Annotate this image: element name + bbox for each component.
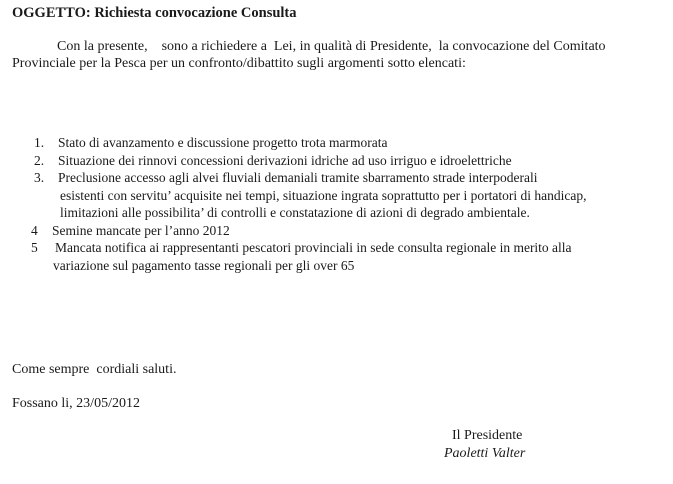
list-item-line: esistenti con servitu’ acquisite nei tempi, situazione ingrata soprattutto per i portatori di handicap, [60, 187, 587, 203]
intro-line-2: Provinciale per la Pesca per un confronto/dibattito sugli argomenti sotto elencati: [12, 56, 466, 71]
list-item-line: Preclusione accesso agli alvei fluviali demaniali tramite sbarramento strade interpoderali [58, 170, 538, 185]
list-item-line: Situazione dei rinnovi concessioni derivazioni idriche ad uso irriguo e idroelettriche [58, 152, 512, 168]
list-item-text [58, 169, 586, 222]
list-item-number: 2. [34, 152, 45, 168]
list-item-line: Semine mancate per l’anno 2012 [52, 222, 230, 238]
list-item [31, 222, 664, 240]
list-item-text [55, 239, 572, 274]
signature-name: Paoletti Valter [444, 446, 526, 461]
list-item-number: 3. [34, 170, 45, 185]
list-item-line: limitazioni alle possibilita’ di controlli e constatazione di azioni di degrado ambientale. [60, 205, 530, 220]
list-item-text [52, 222, 230, 240]
list-item-number: 5 [31, 240, 38, 255]
intro-line-1: Con la presente, sono a richiedere a Lei, in qualità di Presidente, la convocazione del Comitato [57, 39, 606, 54]
list-item [34, 169, 664, 222]
list-item-text [58, 152, 512, 170]
list-item [34, 152, 664, 170]
letter-subject: OGGETTO: Richiesta convocazione Consulta [12, 5, 297, 21]
place-date: Fossano li, 23/05/2012 [12, 396, 140, 411]
list-item-number: 4 [31, 222, 38, 238]
list-item [31, 239, 664, 274]
list-item-line: variazione sul pagamento tasse regionali per gli over 65 [53, 257, 355, 273]
list-item-line: Stato di avanzamento e discussione progetto trota marmorata [58, 135, 388, 150]
closing-greeting: Come sempre cordiali saluti. [12, 362, 177, 377]
list-item-line: Mancata notifica ai rappresentanti pescatori provinciali in sede consulta regionale in merito alla [55, 240, 572, 255]
signature-title: Il Presidente [452, 428, 523, 443]
list-item [34, 134, 664, 152]
intro-paragraph [12, 38, 662, 72]
list-item-text [58, 134, 388, 152]
topics-list [31, 134, 664, 274]
list-item-number: 1. [34, 135, 45, 150]
